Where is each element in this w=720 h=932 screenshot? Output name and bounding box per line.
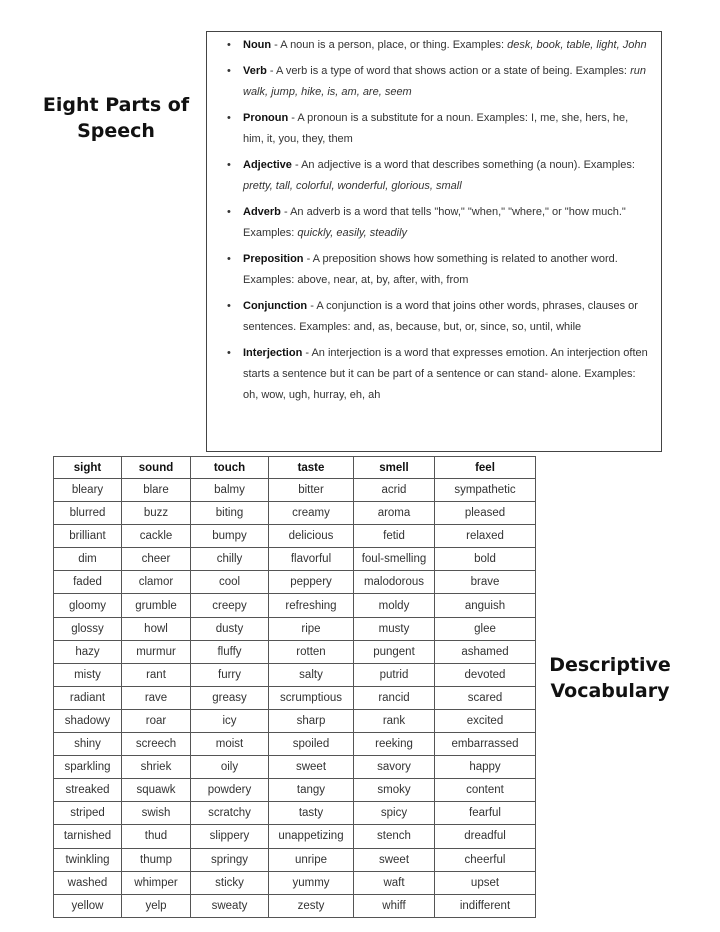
table-cell: sparkling — [54, 756, 122, 779]
table-cell: tangy — [269, 779, 354, 802]
table-cell: waft — [354, 871, 435, 894]
table-cell: rant — [122, 663, 191, 686]
table-cell: cackle — [122, 525, 191, 548]
table-cell: chilly — [191, 548, 269, 571]
pos-examples: desk, book, table, light, John — [507, 39, 647, 51]
table-cell: moldy — [354, 594, 435, 617]
bullet-icon: • — [227, 347, 231, 359]
table-cell: whiff — [354, 894, 435, 917]
parts-of-speech-title — [40, 92, 192, 144]
table-cell: brilliant — [54, 525, 122, 548]
table-cell: streaked — [54, 779, 122, 802]
pos-term: Adverb — [243, 206, 281, 218]
table-cell: powdery — [191, 779, 269, 802]
descriptive-vocabulary-table — [53, 456, 536, 918]
table-cell: striped — [54, 802, 122, 825]
table-cell: rancid — [354, 686, 435, 709]
table-cell: dim — [54, 548, 122, 571]
table-cell: sweet — [354, 848, 435, 871]
pos-definition: - An adverb is a word that tells "how," "when," "where," or "how much." Examples: — [243, 206, 626, 239]
table-cell: shriek — [122, 756, 191, 779]
table-cell: faded — [54, 571, 122, 594]
table-cell: swish — [122, 802, 191, 825]
table-cell: roar — [122, 709, 191, 732]
table-cell: squawk — [122, 779, 191, 802]
table-cell: bold — [435, 548, 536, 571]
table-cell: hazy — [54, 640, 122, 663]
table-cell: happy — [435, 756, 536, 779]
table-cell: pungent — [354, 640, 435, 663]
table-cell: upset — [435, 871, 536, 894]
table-cell: spicy — [354, 802, 435, 825]
table-cell: clamor — [122, 571, 191, 594]
pos-definition: - An adjective is a word that describes something (a noun). Examples: — [291, 159, 635, 171]
pos-definition: - A preposition shows how something is related to another word. Examples: above, near, at, by, after, with, from — [243, 253, 618, 286]
table-cell: biting — [191, 502, 269, 525]
bullet-icon: • — [227, 159, 231, 171]
table-cell: delicious — [269, 525, 354, 548]
table-row — [54, 502, 536, 525]
table-cell: moist — [191, 733, 269, 756]
table-cell: yellow — [54, 894, 122, 917]
table-cell: content — [435, 779, 536, 802]
pos-examples: quickly, easily, steadily — [297, 227, 408, 239]
pos-definition: - A noun is a person, place, or thing. Examples: — [271, 39, 508, 51]
pos-item-interjection — [227, 343, 651, 406]
table-row — [54, 779, 536, 802]
table-cell: slippery — [191, 825, 269, 848]
table-cell: sympathetic — [435, 479, 536, 502]
table-cell: relaxed — [435, 525, 536, 548]
pos-item-preposition — [227, 249, 651, 291]
column-header-sound: sound — [122, 457, 191, 479]
table-cell: blurred — [54, 502, 122, 525]
table-cell: thump — [122, 848, 191, 871]
column-header-smell: smell — [354, 457, 435, 479]
table-cell: spoiled — [269, 733, 354, 756]
column-header-taste: taste — [269, 457, 354, 479]
table-cell: refreshing — [269, 594, 354, 617]
table-cell: rave — [122, 686, 191, 709]
table-cell: twinkling — [54, 848, 122, 871]
table-cell: shadowy — [54, 709, 122, 732]
table-cell: cool — [191, 571, 269, 594]
table-row — [54, 617, 536, 640]
table-row — [54, 479, 536, 502]
bullet-icon: • — [227, 65, 231, 77]
table-row — [54, 663, 536, 686]
table-cell: fluffy — [191, 640, 269, 663]
table-cell: dusty — [191, 617, 269, 640]
pos-term: Conjunction — [243, 300, 308, 312]
table-cell: sweet — [269, 756, 354, 779]
table-cell: acrid — [354, 479, 435, 502]
pos-term: Pronoun — [243, 112, 289, 124]
pos-examples: pretty, tall, colorful, wonderful, glorious, small — [243, 180, 462, 192]
descriptive-vocabulary-title-line1: Descriptive — [549, 654, 671, 676]
table-cell: reeking — [354, 733, 435, 756]
table-cell: yelp — [122, 894, 191, 917]
table-cell: flavorful — [269, 548, 354, 571]
table-cell: buzz — [122, 502, 191, 525]
table-cell: whimper — [122, 871, 191, 894]
table-cell: dreadful — [435, 825, 536, 848]
table-cell: rank — [354, 709, 435, 732]
table-cell: aroma — [354, 502, 435, 525]
parts-of-speech-title-line1: Eight Parts of — [42, 94, 190, 116]
table-cell: thud — [122, 825, 191, 848]
table-row — [54, 871, 536, 894]
table-row — [54, 894, 536, 917]
table-cell: sweaty — [191, 894, 269, 917]
bullet-icon: • — [227, 206, 231, 218]
table-cell: shiny — [54, 733, 122, 756]
pos-examples: run walk, jump, hike, is, am, are, seem — [243, 65, 646, 98]
table-cell: scratchy — [191, 802, 269, 825]
table-cell: fearful — [435, 802, 536, 825]
pos-definition: - A conjunction is a word that joins other words, phrases, clauses or sentences. Examples: and, as, because, but, or, since, so, until, while — [243, 300, 638, 333]
table-row — [54, 709, 536, 732]
pos-definition: - An interjection is a word that expresses emotion. An interjection often starts a sentence but it can be part of a sentence or can stand- alone. Examples: oh, wow, ugh, hurray, eh, ah — [243, 347, 648, 401]
table-cell: smoky — [354, 779, 435, 802]
table-header-row — [54, 457, 536, 479]
table-cell: murmur — [122, 640, 191, 663]
table-cell: glee — [435, 617, 536, 640]
table-cell: tasty — [269, 802, 354, 825]
table-cell: bumpy — [191, 525, 269, 548]
table-row — [54, 756, 536, 779]
table-cell: embarrassed — [435, 733, 536, 756]
table-cell: cheerful — [435, 848, 536, 871]
table-cell: radiant — [54, 686, 122, 709]
table-cell: springy — [191, 848, 269, 871]
table-cell: zesty — [269, 894, 354, 917]
table-row — [54, 802, 536, 825]
table-cell: furry — [191, 663, 269, 686]
table-cell: tarnished — [54, 825, 122, 848]
pos-term: Noun — [243, 39, 272, 51]
table-cell: balmy — [191, 479, 269, 502]
parts-of-speech-box — [206, 31, 662, 452]
table-cell: bleary — [54, 479, 122, 502]
pos-definition: - A pronoun is a substitute for a noun. Examples: I, me, she, hers, he, him, it, you, they, them — [243, 112, 629, 145]
table-row — [54, 548, 536, 571]
descriptive-vocabulary-title — [540, 652, 680, 704]
table-cell: anguish — [435, 594, 536, 617]
pos-item-noun — [227, 35, 651, 56]
pos-item-conjunction — [227, 296, 651, 338]
bullet-icon: • — [227, 253, 231, 265]
table-cell: unripe — [269, 848, 354, 871]
pos-term: Preposition — [243, 253, 304, 265]
column-header-sight: sight — [54, 457, 122, 479]
table-cell: foul-smelling — [354, 548, 435, 571]
table-cell: screech — [122, 733, 191, 756]
table-cell: scrumptious — [269, 686, 354, 709]
pos-term: Verb — [243, 65, 267, 77]
table-cell: creamy — [269, 502, 354, 525]
table-cell: howl — [122, 617, 191, 640]
pos-item-pronoun — [227, 108, 651, 150]
table-cell: ashamed — [435, 640, 536, 663]
pos-term: Adjective — [243, 159, 292, 171]
table-cell: musty — [354, 617, 435, 640]
table-cell: blare — [122, 479, 191, 502]
table-cell: malodorous — [354, 571, 435, 594]
table-cell: indifferent — [435, 894, 536, 917]
table-cell: putrid — [354, 663, 435, 686]
table-cell: savory — [354, 756, 435, 779]
table-row — [54, 640, 536, 663]
table-cell: misty — [54, 663, 122, 686]
column-header-touch: touch — [191, 457, 269, 479]
table-cell: ripe — [269, 617, 354, 640]
table-cell: grumble — [122, 594, 191, 617]
table-row — [54, 686, 536, 709]
table-cell: icy — [191, 709, 269, 732]
parts-of-speech-list — [207, 32, 661, 406]
table-cell: unappetizing — [269, 825, 354, 848]
table-row — [54, 594, 536, 617]
column-header-feel: feel — [435, 457, 536, 479]
pos-item-adverb — [227, 202, 651, 244]
table-cell: bitter — [269, 479, 354, 502]
table-row — [54, 848, 536, 871]
bullet-icon: • — [227, 112, 231, 124]
bullet-icon: • — [227, 300, 231, 312]
bullet-icon: • — [227, 39, 231, 51]
table-cell: fetid — [354, 525, 435, 548]
descriptive-vocabulary-title-line2: Vocabulary — [550, 680, 670, 702]
table-row — [54, 571, 536, 594]
table-cell: gloomy — [54, 594, 122, 617]
table-row — [54, 733, 536, 756]
parts-of-speech-title-line2: Speech — [77, 120, 155, 142]
table-row — [54, 525, 536, 548]
table-cell: salty — [269, 663, 354, 686]
table-cell: oily — [191, 756, 269, 779]
table-cell: peppery — [269, 571, 354, 594]
pos-definition: - A verb is a type of word that shows action or a state of being. Examples: — [266, 65, 631, 77]
table-cell: excited — [435, 709, 536, 732]
table-cell: yummy — [269, 871, 354, 894]
table-cell: washed — [54, 871, 122, 894]
table-cell: pleased — [435, 502, 536, 525]
pos-item-verb — [227, 61, 651, 103]
table-cell: cheer — [122, 548, 191, 571]
table-cell: sharp — [269, 709, 354, 732]
table-cell: rotten — [269, 640, 354, 663]
table-cell: brave — [435, 571, 536, 594]
table-row — [54, 825, 536, 848]
table-cell: greasy — [191, 686, 269, 709]
table-cell: sticky — [191, 871, 269, 894]
pos-item-adjective — [227, 155, 651, 197]
pos-term: Interjection — [243, 347, 303, 359]
table-cell: glossy — [54, 617, 122, 640]
table-cell: stench — [354, 825, 435, 848]
table-cell: scared — [435, 686, 536, 709]
table-cell: devoted — [435, 663, 536, 686]
table-cell: creepy — [191, 594, 269, 617]
